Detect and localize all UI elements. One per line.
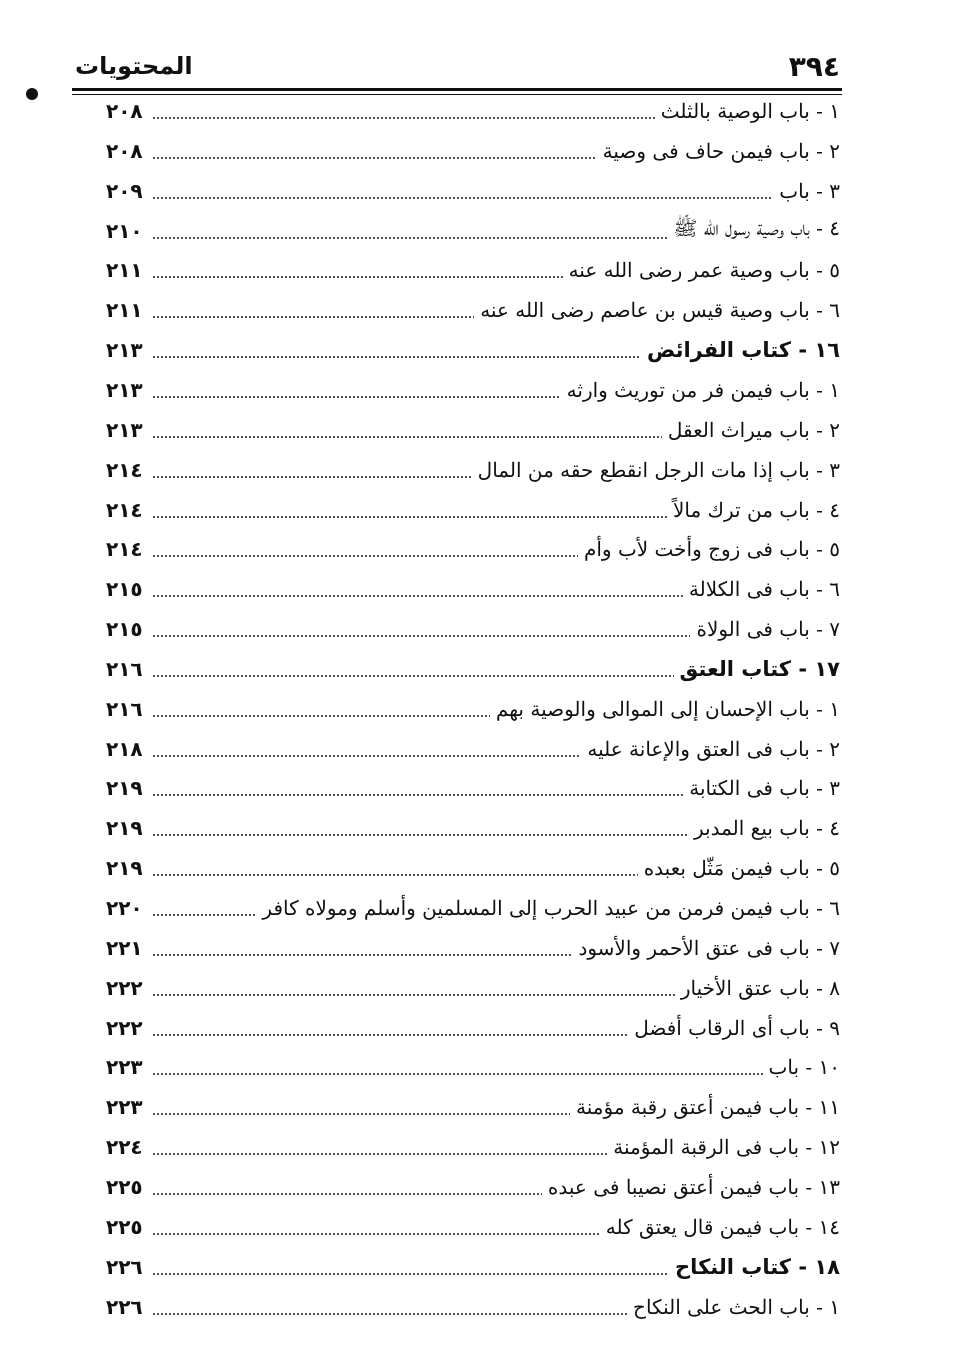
chapter-title: ٢ - باب ميراث العقل	[667, 417, 840, 442]
toc-entry	[106, 251, 840, 289]
toc-entry	[106, 451, 840, 489]
toc-entry	[106, 411, 840, 449]
page-ref: ٢١٣	[106, 417, 143, 442]
toc-entry	[106, 92, 840, 130]
page-ref: ٢١٤	[106, 537, 143, 562]
dot-leader	[152, 555, 578, 557]
book-title: ١٧ - كتاب العتق	[679, 656, 840, 681]
chapter-title: ٨ - باب عتق الأخيار	[680, 975, 840, 1000]
chapter-title: ٥ - باب فيمن مَثّل بعبده	[643, 856, 840, 881]
dot-leader	[152, 834, 688, 836]
chapter-title: ١ - باب الوصية بالثلث	[660, 99, 840, 123]
dot-leader	[152, 794, 683, 796]
chapter-title: ٤ - باب وصية رسول الله ﷺ	[673, 216, 840, 241]
page-ref: ٢١٦	[106, 656, 143, 681]
page-ref: ٢٢٦	[106, 1254, 143, 1279]
toc-entry	[106, 371, 840, 409]
chapter-title: ٥ - باب وصية عمر رضى الله عنه	[568, 258, 840, 283]
dot-leader	[152, 1193, 542, 1195]
toc-entry	[106, 491, 840, 529]
dot-leader	[152, 1273, 669, 1275]
page-ref: ٢١٩	[106, 816, 143, 841]
page-ref: ٢١٠	[106, 218, 143, 243]
dot-leader	[152, 874, 638, 876]
page-ref: ٢٢٢	[106, 975, 143, 1000]
chapter-title: ١ - باب فيمن فر من توريث وارثه	[566, 377, 840, 402]
chapter-title: ١ - باب الإحسان إلى الموالى والوصية بهم	[495, 696, 840, 721]
chapter-title: ١١ - باب فيمن أعتق رقبة مؤمنة	[576, 1095, 840, 1120]
page-ref: ٢١٩	[106, 856, 143, 881]
toc-entry	[106, 730, 840, 768]
page-ref: ٢٢٦	[106, 1294, 143, 1319]
toc-entry	[106, 132, 840, 170]
dot-leader	[152, 914, 256, 916]
page-ref: ٢١١	[106, 298, 143, 323]
dot-leader	[152, 157, 597, 159]
chapter-title: ٩ - باب أى الرقاب أفضل	[634, 1015, 840, 1040]
chapter-title: ٢ - باب فى العتق والإعانة عليه	[587, 736, 840, 761]
dot-leader	[152, 1034, 628, 1036]
dot-leader	[152, 276, 563, 278]
dot-leader	[152, 1113, 570, 1115]
page-ref: ٢١٥	[106, 617, 143, 642]
page-ref: ٢١٣	[106, 377, 143, 402]
dot-leader	[152, 316, 474, 318]
page-ref: ٢٢٠	[106, 896, 143, 920]
dot-leader	[152, 117, 655, 119]
chapter-title: ١٤ - باب فيمن قال يعتق كله	[605, 1214, 840, 1239]
toc-entry	[106, 1168, 840, 1206]
chapter-title: ٤ - باب بيع المدبر	[694, 816, 840, 841]
dot-leader	[152, 994, 675, 996]
dot-leader	[152, 1073, 763, 1075]
dot-leader	[152, 1233, 600, 1235]
page-ref: ٢١٣	[106, 338, 143, 363]
toc-entry	[106, 969, 840, 1007]
toc-entry	[106, 570, 840, 608]
book-title: ١٦ - كتاب الفرائض	[646, 338, 840, 363]
chapter-title: ٦ - باب وصية قيس بن عاصم رضى الله عنه	[480, 298, 840, 323]
chapter-title: ٣ - باب فى الكتابة	[689, 776, 840, 801]
chapter-title: ٧ - باب فى عتق الأحمر والأسود	[578, 935, 840, 960]
margin-dot	[26, 88, 38, 100]
toc-entry	[106, 929, 840, 967]
chapter-title: ٥ - باب فى زوج وأخت لأب وأم	[583, 537, 840, 562]
page-ref: ٢٢٤	[106, 1135, 143, 1160]
dot-leader	[152, 356, 641, 358]
dot-leader	[152, 755, 581, 757]
dot-leader	[152, 237, 667, 239]
page-number: ٣٩٤	[788, 50, 840, 83]
dot-leader	[152, 1313, 627, 1315]
book-title: ١٨ - كتاب النكاح	[675, 1254, 840, 1279]
toc-entry	[106, 889, 840, 927]
page-ref: ٢٠٨	[106, 99, 143, 123]
dot-leader	[152, 954, 572, 956]
running-title: المحتويات	[75, 52, 193, 80]
chapter-title: ٤ - باب من ترك مالاً	[672, 497, 840, 522]
toc-entry	[106, 769, 840, 807]
toc-entry	[106, 1009, 840, 1047]
toc-book-heading	[106, 650, 840, 688]
dot-leader	[152, 516, 667, 518]
page-ref: ٢١٤	[106, 457, 143, 482]
chapter-title: ١٠ - باب	[768, 1055, 840, 1080]
chapter-title: ٣ - باب	[779, 178, 840, 203]
chapter-title: ١٣ - باب فيمن أعتق نصيبا فى عبده	[547, 1174, 840, 1199]
table-of-contents	[106, 92, 840, 1332]
dot-leader	[152, 436, 662, 438]
toc-book-heading	[106, 331, 840, 369]
toc-entry	[106, 291, 840, 329]
toc-entry	[106, 849, 840, 887]
chapter-title: ٧ - باب فى الولاة	[696, 617, 840, 642]
dot-leader	[152, 476, 472, 478]
toc-entry	[106, 690, 840, 728]
page-ref: ٢١٩	[106, 776, 143, 801]
page-ref: ٢٢٥	[106, 1214, 143, 1239]
toc-entry	[106, 172, 840, 210]
page-ref: ٢١٦	[106, 696, 143, 721]
chapter-title: ١٢ - باب فى الرقبة المؤمنة	[613, 1135, 840, 1160]
chapter-title: ٣ - باب إذا مات الرجل انقطع حقه من المال	[477, 457, 840, 482]
page-ref: ٢٢٣	[106, 1095, 143, 1120]
page-ref: ٢٢٢	[106, 1015, 143, 1040]
toc-entry	[106, 1128, 840, 1166]
page-header	[75, 46, 840, 86]
dot-leader	[152, 595, 683, 597]
page-ref: ٢٢٣	[106, 1055, 143, 1080]
page-ref: ٢٢٥	[106, 1174, 143, 1199]
page-ref: ٢٢١	[106, 935, 143, 960]
toc-book-heading	[106, 1248, 840, 1286]
page-ref: ٢٠٩	[106, 178, 143, 203]
page-ref: ٢١٤	[106, 497, 143, 522]
dot-leader	[152, 635, 690, 637]
dot-leader	[152, 715, 490, 717]
toc-entry	[106, 1208, 840, 1246]
chapter-title: ٦ - باب فى الكلالة	[688, 577, 840, 602]
toc-entry	[106, 1048, 840, 1086]
dot-leader	[152, 197, 773, 199]
toc-entry	[106, 1288, 840, 1326]
toc-entry	[106, 1088, 840, 1126]
dot-leader	[152, 1153, 607, 1155]
page-ref: ٢١٥	[106, 577, 143, 602]
chapter-title: ١ - باب الحث على النكاح	[633, 1294, 840, 1319]
toc-entry	[106, 212, 840, 250]
dot-leader	[152, 396, 561, 398]
toc-entry	[106, 530, 840, 568]
chapter-title: ٢ - باب فيمن حاف فى وصية	[602, 138, 840, 163]
page-ref: ٢١١	[106, 258, 143, 283]
dot-leader	[152, 675, 674, 677]
chapter-title: ٦ - باب فيمن فرمن من عبيد الحرب إلى المسلمين وأسلم ومولاه كافر	[262, 896, 840, 920]
page-ref: ٢٠٨	[106, 138, 143, 163]
toc-entry	[106, 809, 840, 847]
header-rule-thick	[72, 88, 842, 91]
toc-entry	[106, 610, 840, 648]
page-ref: ٢١٨	[106, 736, 143, 761]
